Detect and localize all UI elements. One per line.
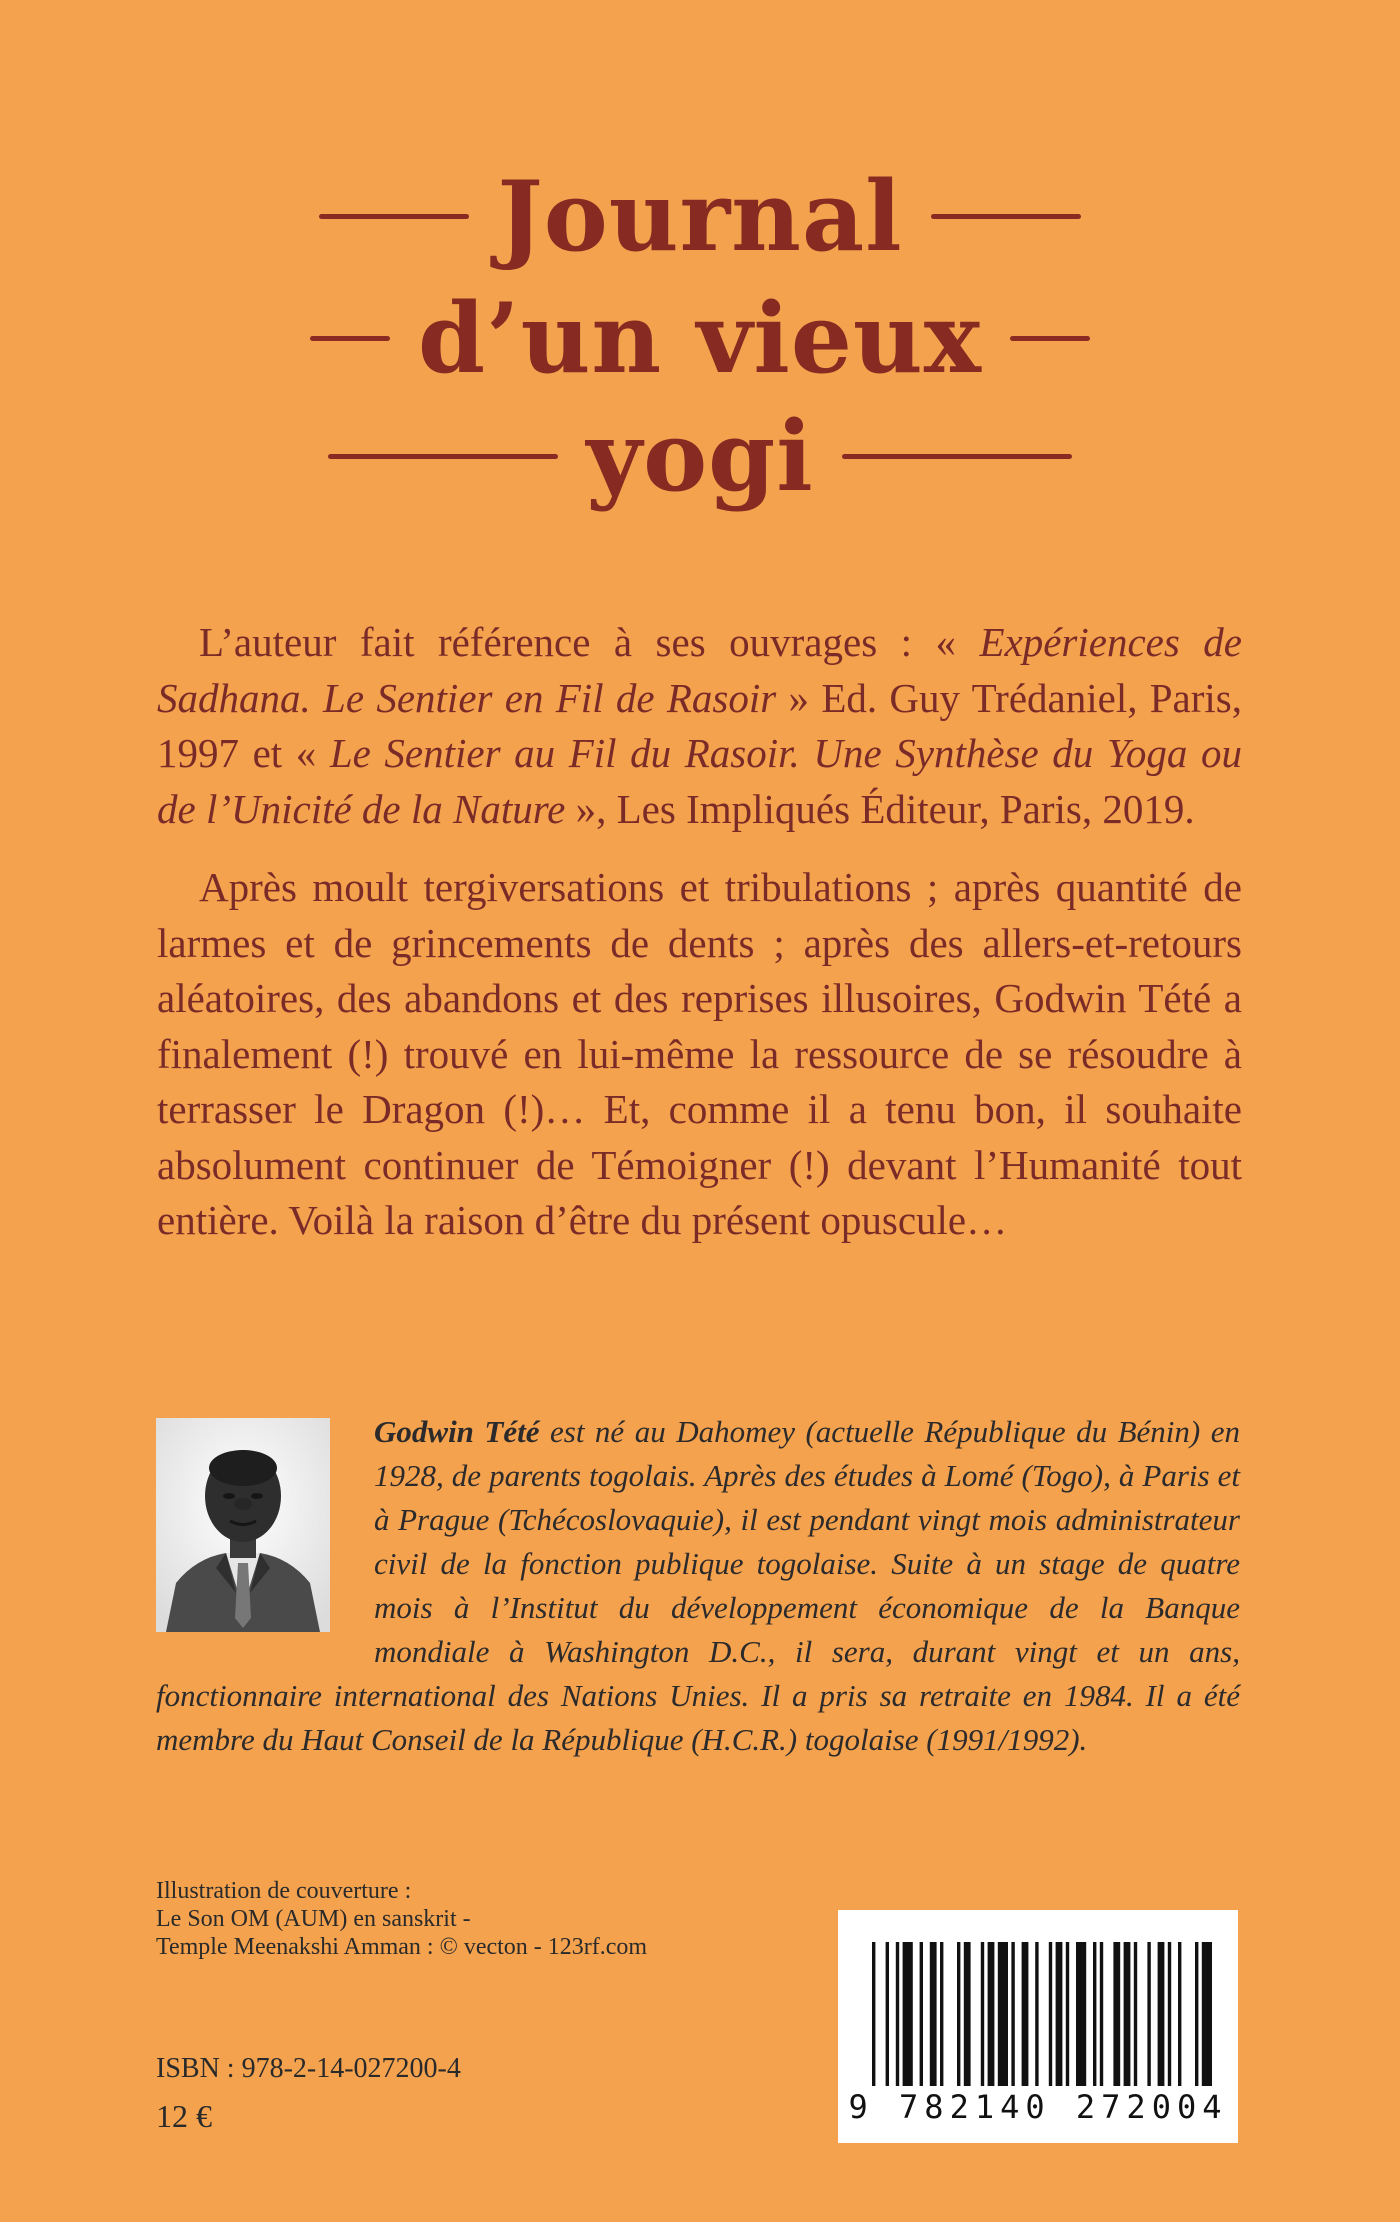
- photo-wrap-space: [156, 1410, 374, 1635]
- barcode-bar: [1100, 1942, 1103, 2086]
- barcode-bar: [998, 1942, 1008, 2086]
- barcode-bar: [940, 1942, 943, 2086]
- title-rule-right: [931, 214, 1081, 219]
- barcode-bar: [1011, 1942, 1014, 2086]
- barcode-bar: [1066, 1942, 1069, 2086]
- credit-line: Illustration de couverture :: [156, 1878, 412, 1904]
- barcode-bar: [1147, 1942, 1150, 2086]
- price: 12 €: [156, 2098, 212, 2134]
- barcode-bar: [981, 1942, 984, 2086]
- barcode-bar: [1134, 1942, 1137, 2086]
- credit-line: Temple Meenakshi Amman : © vecton - 123rf.com: [156, 1934, 648, 1960]
- title-text: Journal: [497, 160, 903, 273]
- barcode-bar: [1035, 1942, 1038, 2086]
- title-text: yogi: [586, 400, 814, 513]
- credit-line: Le Son OM (AUM) en sanskrit -: [156, 1906, 471, 1932]
- barcode-bar: [1113, 1942, 1120, 2086]
- barcode-bar: [1195, 1942, 1198, 2086]
- text-run: », Les Impliqués Éditeur, Paris, 2019.: [565, 785, 1195, 832]
- barcode-bar: [1158, 1942, 1165, 2086]
- title-rule-right: [842, 454, 1072, 459]
- title-line-3: [0, 400, 1400, 513]
- barcode-bar: [1202, 1942, 1212, 2086]
- barcode-bar: [964, 1942, 971, 2086]
- title-line-1: [0, 160, 1400, 273]
- summary-paragraph-main: Après moult tergiversations et tribulations ; après quantité de larmes et de grincements de dents ; après des allers-et-retours aléatoires, des abandons et des reprises illusoires, Godwin Tété a finalement (!) trouvé en lui-même la ressource de se résoudre à terrasser le Dragon (!)… Et, comme il a tenu bon, il souhaite absolument continuer de Témoigner (!) devant l’Humanité tout entière. Voilà la raison d’être du présent opuscule…: [157, 864, 1242, 1243]
- barcode-bar: [1093, 1942, 1096, 2086]
- barcode-bar: [930, 1942, 937, 2086]
- author-bio: [156, 1410, 1240, 1762]
- barcode-bar: [1076, 1942, 1086, 2086]
- barcode-bar: [920, 1942, 923, 2086]
- title-rule-left: [310, 336, 390, 341]
- summary-paragraph-references: [157, 615, 1242, 837]
- barcode-bar: [1124, 1942, 1131, 2086]
- title-text: d’un vieux: [418, 282, 982, 395]
- title-rule-left: [319, 214, 469, 219]
- title-rule-right: [1010, 336, 1090, 341]
- barcode: [838, 1910, 1238, 2143]
- cover-credits: [156, 1877, 676, 1961]
- barcode-bar: [886, 1942, 889, 2086]
- book-title: Expériences de Sadhana. Le Sentier en Fil de Rasoir: [157, 619, 1242, 721]
- barcode-bar: [903, 1942, 913, 2086]
- barcode-bar: [1049, 1942, 1052, 2086]
- text-run: L’auteur fait référence à ses ouvrages : «: [199, 619, 980, 665]
- book-title: Le Sentier au Fil du Rasoir. Une Synthèse du Yoga ou de l’Unicité de la Nature: [157, 730, 1242, 832]
- barcode-bar: [1056, 1942, 1063, 2086]
- barcode-bar: [1178, 1942, 1181, 2086]
- barcode-bar: [1022, 1942, 1029, 2086]
- isbn: ISBN : 978-2-14-027200-4: [156, 2053, 461, 2084]
- title-line-2: [0, 282, 1400, 395]
- barcode-bar: [896, 1942, 899, 2086]
- title-rule-left: [328, 454, 558, 459]
- author-name: Godwin Tété: [374, 1414, 540, 1449]
- barcode-number: 9 782140 272004: [848, 2088, 1228, 2126]
- barcode-bar: [872, 1942, 875, 2086]
- author-bio-text: est né au Dahomey (actuelle République du Bénin) en 1928, de parents togolais. Après des études à Lomé (Togo), à Paris et à Prague (Tchécoslovaquie), il est pendant vingt mois administrateur civil de la fonction publique togolaise. Suite à un stage de quatre mois à l’Institut du développement économique de la Banque mondiale à Washington D.C., il sera, durant vingt et un ans, fonctionnaire international des Nations Unies. Il a pris sa retraite en 1984. Il a été membre du Haut Conseil de la République (H.C.R.) togolaise (1991/1992).: [156, 1414, 1240, 1757]
- barcode-bar: [1168, 1942, 1171, 2086]
- barcode-bar: [988, 1942, 995, 2086]
- text-run: » Ed. Guy Trédaniel, Paris, 1997 et «: [157, 674, 1243, 776]
- barcode-bar: [957, 1942, 960, 2086]
